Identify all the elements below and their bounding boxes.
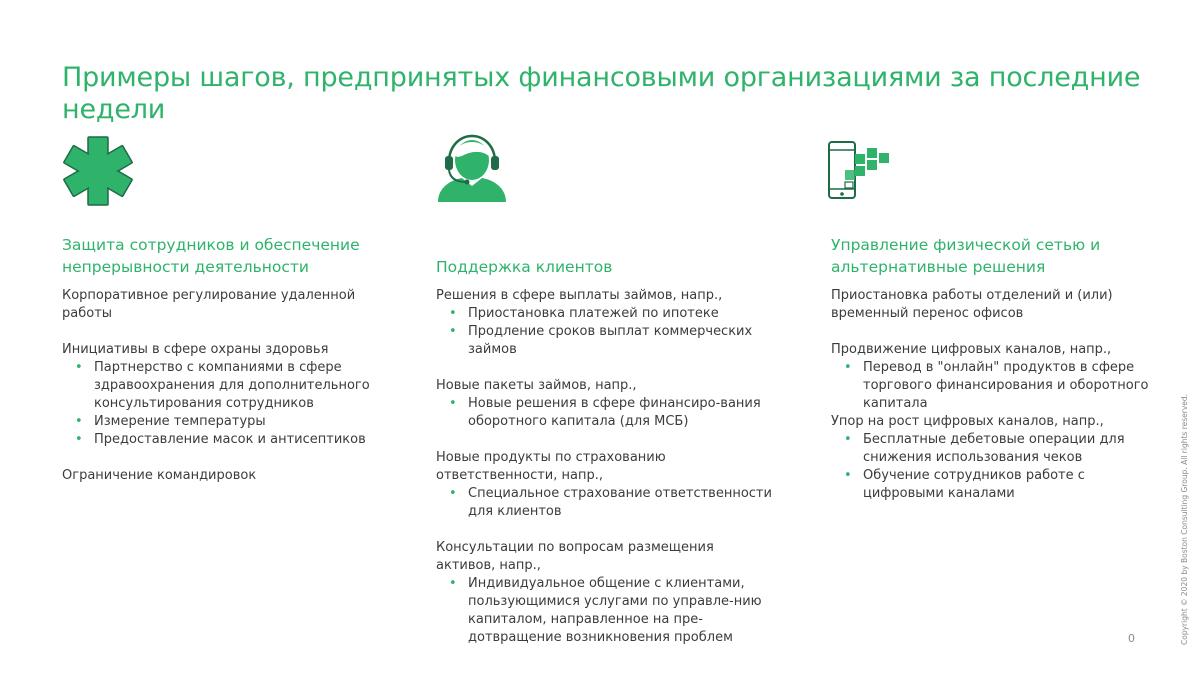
bullet-item: • Продление сроков выплат коммерческих займов [436, 323, 776, 359]
paragraph: Упор на рост цифровых каналов, напр., [831, 414, 1104, 429]
paragraph: Продвижение цифровых каналов, напр., [831, 342, 1112, 357]
spacer [436, 359, 776, 377]
copyright-notice: Copyright © 2020 by Boston Consulting Group. All rights reserved. [1180, 393, 1189, 645]
bullet-item: • Предоставление масок и антисептиков [62, 431, 392, 449]
column-body [831, 287, 1151, 503]
bullet-item: • Специальное страхование ответственности для клиентов [436, 485, 776, 521]
bullet-list [436, 395, 776, 431]
bullet-list [831, 431, 1151, 503]
paragraph: Корпоративное регулирование удаленной работы [62, 288, 356, 321]
bullet-item: • Бесплатные дебетовые операции для снижения использования чеков [831, 431, 1151, 467]
spacer [436, 431, 776, 449]
spacer [62, 449, 392, 467]
bullet-list [436, 485, 776, 521]
spacer [436, 521, 776, 539]
paragraph: Консультации по вопросам размещения активов, напр., [436, 540, 714, 573]
bullet-item: • Обучение сотрудников работе с цифровыми каналами [831, 467, 1151, 503]
bullet-item: • Новые решения в сфере финансиро-вания оборотного капитала (для МСБ) [436, 395, 776, 431]
bullet-list [436, 575, 776, 647]
bullet-list [831, 359, 1151, 413]
column-heading: Поддержка клиентов [436, 258, 613, 276]
column-heading: Управление физической сетью и альтернативные решения [831, 236, 1101, 276]
paragraph: Приостановка работы отделений и (или) временный перенос офисов [831, 288, 1113, 321]
bullet-item: • Приостановка платежей по ипотеке [436, 305, 776, 323]
bullet-item: • Индивидуальное общение с клиентами, пользующимися услугами по управле-нию капиталом, направленное на пре-дотвращение возникновения проблем [436, 575, 776, 647]
bullet-list [62, 359, 392, 449]
paragraph: Новые пакеты займов, напр., [436, 378, 637, 393]
column-heading: Защита сотрудников и обеспечение непрерывности деятельности [62, 236, 360, 276]
bullet-item: • Перевод в "онлайн" продуктов в сфере торгового финансирования и оборотного капитала [831, 359, 1151, 413]
bullet-item: • Измерение температуры [62, 413, 392, 431]
column-body [62, 287, 392, 485]
spacer [62, 323, 392, 341]
spacer [831, 323, 1151, 341]
paragraph: Инициативы в сфере охраны здоровья [62, 342, 329, 357]
bullet-list [436, 305, 776, 359]
mobile-digital-icon [827, 140, 893, 206]
paragraph: Новые продукты по страхованию ответственности, напр., [436, 450, 666, 483]
paragraph: Ограничение командировок [62, 468, 257, 483]
bullet-item: • Партнерство с компаниями в сфере здравоохранения для дополнительного консультирования сотрудников [62, 359, 392, 413]
medical-star-icon [62, 136, 134, 210]
headset-agent-icon [436, 132, 508, 208]
column-body [436, 287, 776, 647]
page-title: Примеры шагов, предпринятых финансовыми организациями за последние недели [62, 62, 1141, 125]
page-number: 0 [1128, 632, 1135, 645]
paragraph: Решения в сфере выплаты займов, напр., [436, 288, 723, 303]
